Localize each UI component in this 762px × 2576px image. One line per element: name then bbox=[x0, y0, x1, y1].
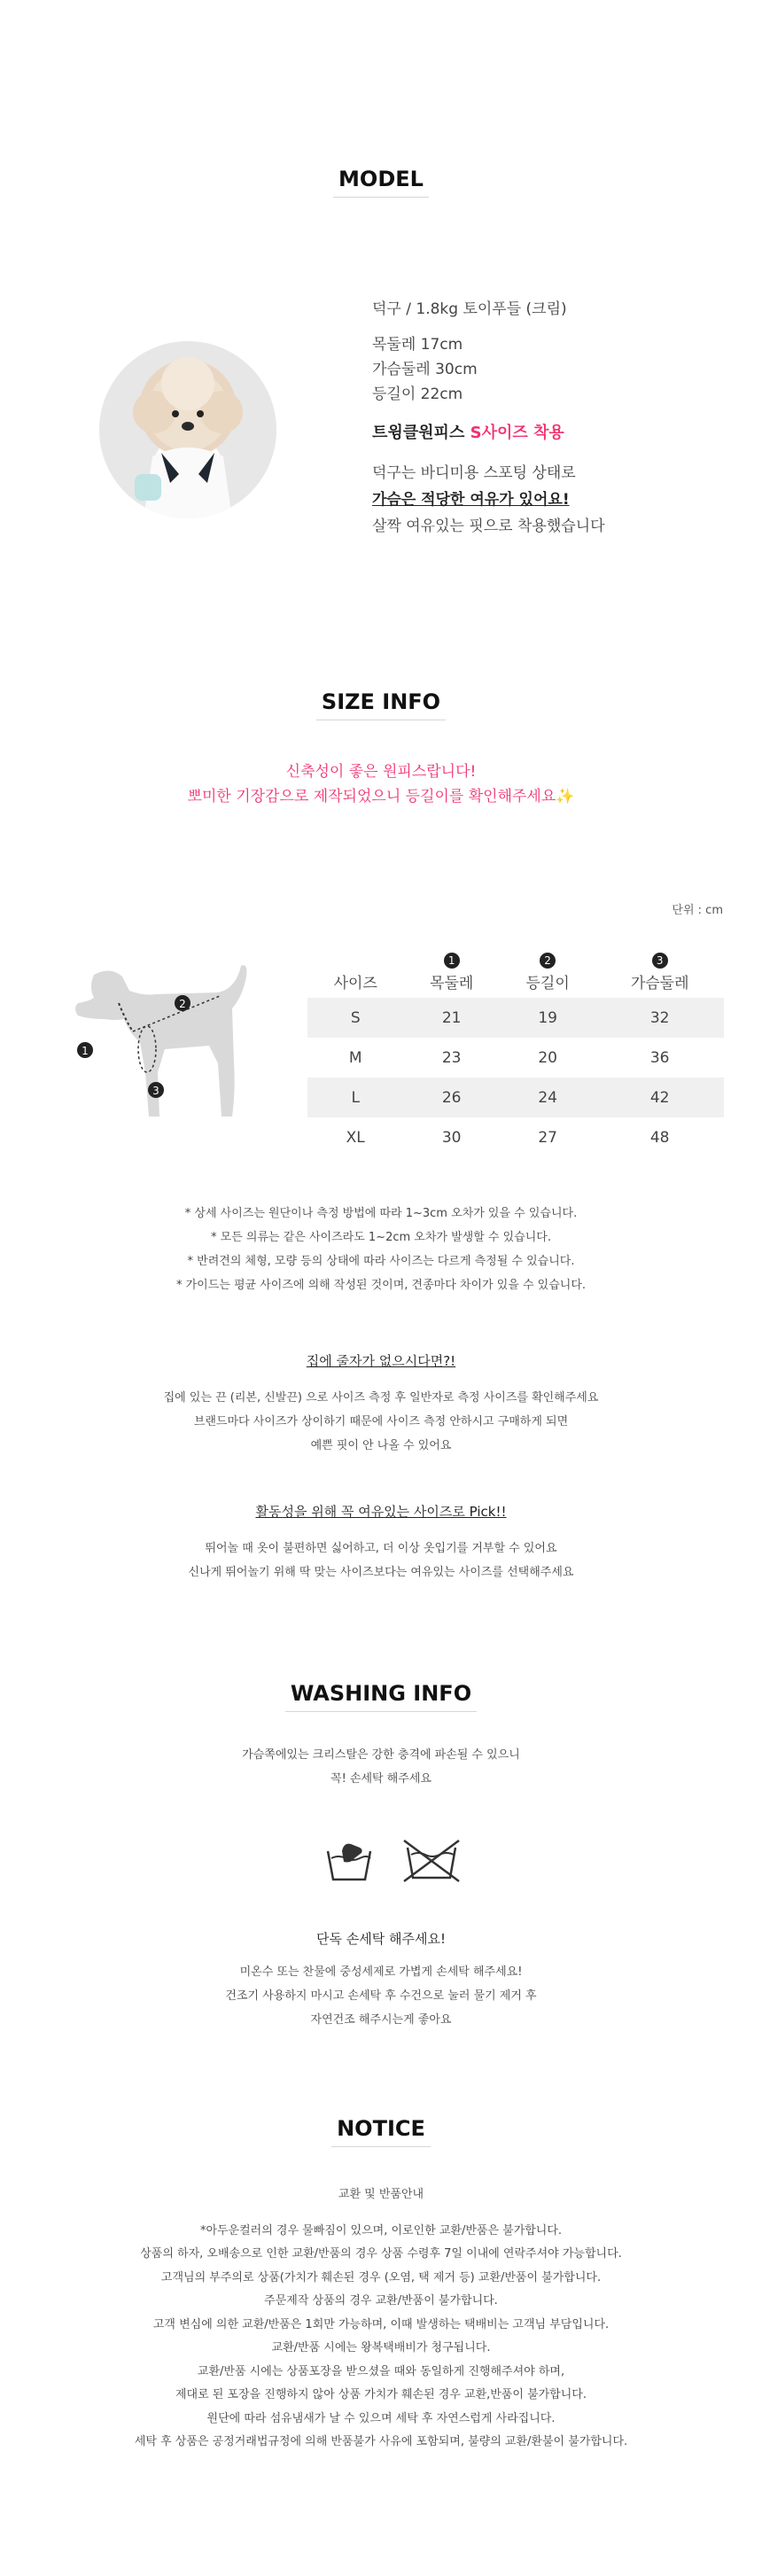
washing-head: 단독 손세탁 해주세요! bbox=[316, 1931, 446, 1947]
notice-line: 제대로 된 포장을 진행하지 않아 상품 가치가 훼손된 경우 교환,반품이 불가합니다. bbox=[175, 2388, 587, 2401]
notice-section-title: NOTICE bbox=[0, 2116, 762, 2147]
size-intro-2 bbox=[0, 783, 762, 805]
note-line: * 가이드는 평균 사이즈에 의해 작성된 것이며, 견종마다 차이가 있을 수 있습니다. bbox=[175, 1279, 587, 1292]
notice-line: 교환/반품 시에는 상품포장을 받으셨을 때와 동일하게 진행해주셔야 하며, bbox=[197, 2364, 565, 2378]
size-section-title: SIZE INFO bbox=[0, 689, 762, 720]
pick-title: 활동성을 위해 꼭 여유있는 사이즈로 Pick!! bbox=[255, 1504, 507, 1520]
note-line: * 반려견의 체형, 모량 등의 상태에 따라 사이즈는 다르게 측정될 수 있습니다. bbox=[187, 1255, 575, 1268]
washing-line: 가슴쪽에있는 크리스탈은 강한 충격에 파손될 수 있으니 bbox=[242, 1748, 520, 1762]
pick-guide bbox=[0, 1500, 762, 1584]
washing-detail bbox=[0, 1927, 762, 2032]
washing-detail-line: 자연건조 해주시는게 좋아요 bbox=[310, 2013, 452, 2027]
tape-line: 예쁜 핏이 안 나올 수 있어요 bbox=[310, 1439, 452, 1452]
notice-line: 주문제작 상품의 경우 교환/반품이 불가합니다. bbox=[264, 2294, 498, 2308]
model-desc-line-1: 덕구는 바디미용 스포팅 상태로 bbox=[372, 464, 576, 482]
unit-label: 단위 : cm bbox=[672, 904, 723, 917]
notice-line: 세탁 후 상품은 공정거래법규정에 의해 반품불가 사유에 포함되며, 불량의 교환/환불이 불가합니다. bbox=[134, 2435, 628, 2448]
notice-line: 원단에 따라 섬유냄새가 날 수 있으며 세탁 후 자연스럽게 사라집니다. bbox=[206, 2411, 556, 2425]
model-dog-photo bbox=[99, 341, 276, 518]
model-info bbox=[372, 297, 605, 540]
model-chest: 가슴둘레 30cm bbox=[372, 361, 478, 378]
washing-line: 꼭! 손세탁 해주세요 bbox=[330, 1772, 432, 1786]
pick-line: 뛰어놀 때 옷이 불편하면 싫어하고, 더 이상 옷입기를 거부할 수 있어요 bbox=[205, 1542, 557, 1555]
model-desc bbox=[372, 460, 605, 540]
washing-detail-line: 미온수 또는 찬물에 중성세제로 가볍게 손세탁 해주세요! bbox=[239, 1965, 523, 1979]
note-line: * 모든 의류는 같은 사이즈라도 1~2cm 오차가 발생할 수 있습니다. bbox=[211, 1231, 551, 1244]
model-section-title: MODEL bbox=[0, 167, 762, 198]
model-back: 등길이 22cm bbox=[372, 385, 463, 403]
mark-3: 3 bbox=[152, 1085, 159, 1097]
tape-line: 집에 있는 끈 (리본, 신발끈) 으로 사이즈 측정 후 일반자로 측정 사이즈를 확인해주세요 bbox=[163, 1391, 599, 1405]
pick-line: 신나게 뛰어놀기 위해 딱 맞는 사이즈보다는 여유있는 사이즈를 선택해주세요 bbox=[188, 1566, 574, 1579]
model-wearing-text: 트윙클원피스 S사이즈 착용 bbox=[372, 424, 564, 442]
notice-line: 고객 변심에 의한 교환/반품은 1회만 가능하며, 이때 발생하는 택배비는 고객님 부담입니다. bbox=[152, 2317, 610, 2331]
tape-title: 집에 줄자가 없으시다면?! bbox=[306, 1353, 456, 1369]
model-neck: 목둘레 17cm bbox=[372, 336, 463, 354]
washing-detail-line: 건조기 사용하지 마시고 손세탁 후 수건으로 눌러 물기 제거 후 bbox=[225, 1989, 537, 2003]
dog-measure-diagram bbox=[58, 957, 262, 1125]
table-row: M 23 20 36 bbox=[348, 1048, 670, 1067]
tape-line: 브랜드마다 사이즈가 상이하기 때문에 사이즈 측정 안하시고 구매하게 되면 bbox=[193, 1415, 569, 1428]
col-neck: 1 목둘레 bbox=[430, 954, 474, 992]
col-size: 사이즈 bbox=[333, 975, 377, 992]
notice-line: 교환/반품 시에는 왕복택배비가 청구됩니다. bbox=[271, 2341, 491, 2354]
notice-head: 교환 및 반품안내 bbox=[338, 2188, 424, 2201]
table-row: L 26 24 42 bbox=[307, 1078, 724, 1117]
no-machine-wash-icon bbox=[400, 1837, 463, 1883]
washing-section-title: WASHING INFO bbox=[0, 1681, 762, 1712]
notice-body bbox=[0, 2183, 762, 2455]
table-row: XL 30 27 48 bbox=[346, 1128, 670, 1147]
notice-line: 상품의 하자, 오배송으로 인한 교환/반품의 경우 상품 수령후 7일 이내에 연락주셔야 가능합니다. bbox=[140, 2247, 622, 2261]
washing-intro bbox=[0, 1743, 762, 1791]
size-intro-1: 신축성이 좋은 원피스랍니다! bbox=[285, 763, 477, 781]
notice-line: *아두운컬러의 경우 물빠짐이 있으며, 이로인한 교환/반품은 불가합니다. bbox=[199, 2223, 563, 2237]
size-notes bbox=[0, 1202, 762, 1297]
col-chest: 3 가슴둘레 bbox=[630, 954, 689, 992]
notice-line: 고객님의 부주의로 상품(가치가 훼손된 경우 (오염, 택 제거 등) 교환/반품이 불가합니다. bbox=[160, 2270, 602, 2284]
tape-guide bbox=[0, 1350, 762, 1458]
col-back: 2 등길이 bbox=[525, 954, 570, 992]
model-desc-line-3: 살짝 여유있는 핏으로 착용했습니다 bbox=[372, 518, 605, 535]
table-row: S 21 19 32 bbox=[307, 998, 724, 1038]
size-table bbox=[307, 932, 724, 1157]
mark-1: 1 bbox=[82, 1045, 89, 1057]
sparkle-icon: ✨ bbox=[556, 788, 575, 805]
mark-2: 2 bbox=[179, 998, 186, 1010]
model-breed: 덕구 / 1.8kg 토이푸들 (크림) bbox=[372, 300, 567, 318]
size-intro-2-text: 뽀미한 기장감으로 제작되었으니 등길이를 확인해주세요 bbox=[187, 788, 556, 805]
model-wearing bbox=[372, 421, 605, 446]
note-line: * 상세 사이즈는 원단이나 측정 방법에 따라 1~3cm 오차가 있을 수 있습니다. bbox=[184, 1207, 578, 1220]
hand-wash-icon bbox=[324, 1839, 374, 1883]
model-desc-line-2: 가슴은 적당한 여유가 있어요! bbox=[372, 491, 570, 509]
